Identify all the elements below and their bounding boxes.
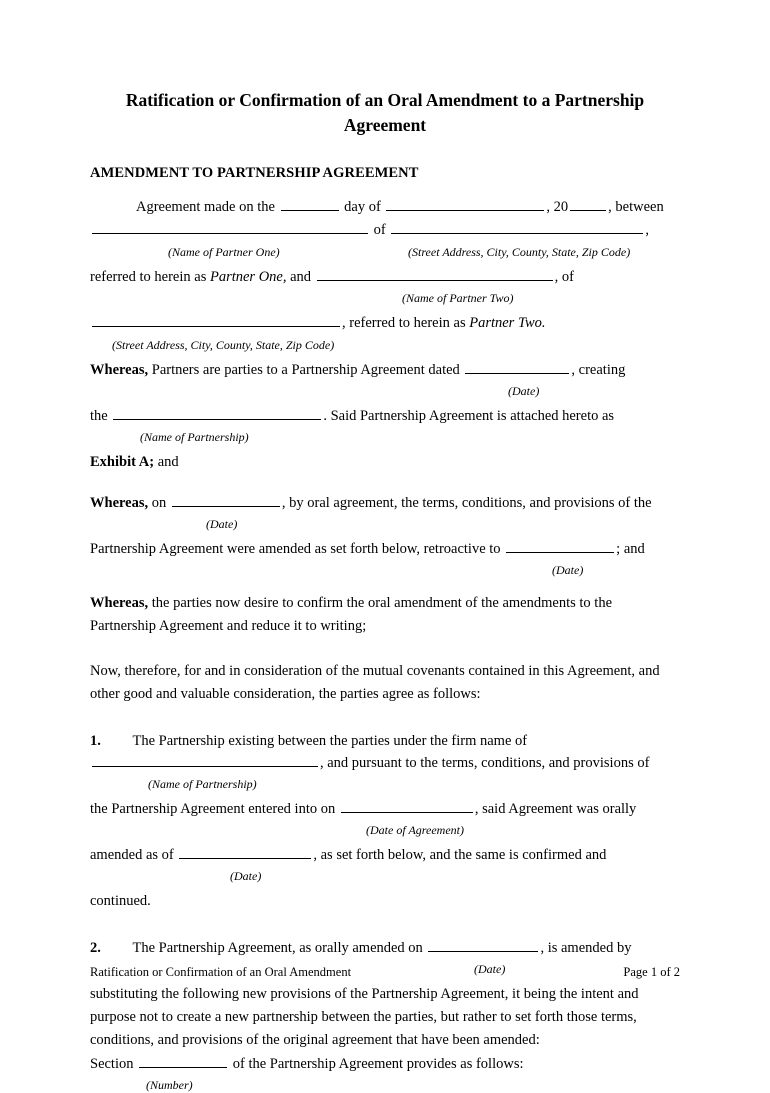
text-referred-to-herein-as-2: , referred to herein as [342,315,466,332]
text-partner-two-label: Partner Two. [469,315,546,332]
text-set-forth-confirmed: , as set forth below, and the same is confirmed and [313,847,607,864]
whereas-clause-1 [90,359,680,382]
numbered-item-1-line-2 [90,798,680,821]
text-section: Section [90,1055,134,1072]
caption-street-address-one: (Street Address, City, County, State, Zip Code) [408,244,631,259]
caption-date-4: (Date) [230,869,262,884]
item-2-number: 2. [90,940,101,957]
caption-row-9 [90,824,680,838]
caption-row-2 [90,292,680,306]
section-heading: AMENDMENT TO PARTNERSHIP AGREEMENT [90,164,419,181]
caption-row-3 [90,339,680,353]
blank-year[interactable] [570,196,606,211]
caption-row-1 [90,246,680,260]
text-orally-amended-on: The Partnership Agreement, as orally amended on [132,940,423,957]
text-and-3: ; and [616,541,645,557]
partner-two-reference-paragraph [90,312,680,335]
text-of-1: of [373,221,386,238]
blank-partnership-name-2[interactable] [92,753,318,768]
numbered-item-1-line-3 [90,844,680,867]
caption-row-6 [90,518,680,532]
whereas-clause-1-continued [90,405,680,428]
caption-date-3: (Date) [552,562,584,577]
text-whereas-1: Whereas, [90,362,149,379]
text-whereas-2: Whereas, [90,495,149,512]
now-therefore-paragraph: Now, therefore, for and in consideration of the mutual covenants contained in this Agreement, and other good and valuable consideration, the parties agree as follows: [90,662,660,702]
item-1-number: 1. [90,732,101,749]
text-comma-1: , [645,221,649,238]
blank-partner-one-name[interactable] [92,219,368,234]
whereas-clause-2 [90,492,680,515]
text-provides-as-follows: of the Partnership Agreement provides as follows: [232,1055,524,1072]
numbered-item-1 [90,730,680,776]
exhibit-a-line [90,451,680,474]
text-exhibit-a: Exhibit A; [90,454,155,471]
caption-row-8 [90,778,680,792]
section-provides-line [90,1053,680,1076]
blank-agreement-date[interactable] [465,360,569,375]
blank-oral-agreement-date[interactable] [172,492,280,507]
text-whereas-3: Whereas, [90,594,149,611]
blank-section-number[interactable] [139,1053,227,1068]
text-pursuant-to-terms: , and pursuant to the terms, conditions, and provisions of [320,755,650,772]
text-partnership-existing: The Partnership existing between the parties under the firm name of [132,732,528,749]
blank-partner-one-address[interactable] [391,219,643,234]
text-partners-are-parties: Partners are parties to a Partnership Agreement dated [151,362,460,379]
text-is-amended-by: , is amended by [540,940,632,957]
text-on: on [151,495,167,512]
numbered-item-2-body: substituting the following new provisions of the Partnership Agreement, it being the intent and purpose not to create a new partnership between the parties, but rather to set forth those terms, conditions, and provisions of the original agreement that have been amended: [90,985,639,1048]
text-year-prefix: , 20 [546,198,569,215]
caption-number: (Number) [146,1077,193,1092]
caption-row-10 [90,870,680,884]
caption-name-of-partner-two: (Name of Partner Two) [402,291,514,306]
text-creating: , creating [571,362,626,379]
text-between: , between [608,198,664,215]
caption-name-of-partnership-1: (Name of Partnership) [140,430,249,445]
text-partner-one-label: Partner One, [209,268,287,285]
text-agreement-entered-into: the Partnership Agreement entered into on [90,801,336,818]
blank-agreement-entered-date[interactable] [341,799,473,814]
caption-row-5 [90,431,680,445]
caption-name-of-partner-one: (Name of Partner One) [168,244,280,259]
text-agreement-made-on: Agreement made on the [136,198,275,215]
blank-partner-two-name[interactable] [317,266,553,281]
whereas-clause-2-continued [90,538,680,561]
blank-amended-as-of-date[interactable] [179,844,311,859]
numbered-item-2 [90,937,680,960]
footer-document-name: Ratification or Confirmation of an Oral Amendment [90,965,352,979]
blank-orally-amended-date[interactable] [428,937,538,952]
blank-day[interactable] [281,196,339,211]
text-the: the [90,408,108,425]
partner-one-reference-paragraph [90,266,680,289]
caption-street-address-two: (Street Address, City, County, State, Zip Code) [112,338,335,353]
blank-partnership-name-1[interactable] [113,406,321,421]
text-confirm-oral-amendment: the parties now desire to confirm the oral amendment of the amendments to the Partnership Agreement and reduce it to writing; [90,594,612,634]
caption-date-1: (Date) [508,384,540,399]
caption-date-of-agreement: (Date of Agreement) [366,823,464,838]
text-said-agreement-orally: , said Agreement was orally [474,801,637,818]
caption-row-12 [90,1079,680,1093]
blank-month[interactable] [386,196,544,211]
numbered-item-1-line-4: continued. [90,893,151,910]
whereas-clause-3 [90,592,680,638]
page-title: Ratification or Confirmation of an Oral Amendment to a Partnership Agreement [125,90,645,136]
text-and-1: and [290,268,312,285]
blank-retroactive-date[interactable] [506,538,614,553]
blank-partner-two-address[interactable] [92,313,340,328]
caption-name-of-partnership-2: (Name of Partnership) [148,777,257,792]
text-said-agreement-attached: . Said Partnership Agreement is attached hereto as [323,408,615,425]
text-day-of: day of [344,198,381,215]
text-amended-as-of: amended as of [90,847,174,864]
text-amended-retroactive: Partnership Agreement were amended as set forth below, retroactive to [90,541,501,557]
text-referred-to-herein-as: referred to herein as [90,268,207,285]
page-footer [90,961,680,980]
footer-page-number: Page 1 of 2 [623,965,680,979]
caption-row-7 [90,564,680,578]
text-by-oral-agreement: , by oral agreement, the terms, conditions, and provisions of the [281,495,652,512]
caption-row-4 [90,385,680,399]
caption-date-2: (Date) [206,517,238,531]
text-and-2: and [157,454,179,471]
caption-date-5: (Date) [474,961,506,976]
agreement-intro-paragraph [90,196,680,242]
text-of-2: , of [554,268,575,285]
